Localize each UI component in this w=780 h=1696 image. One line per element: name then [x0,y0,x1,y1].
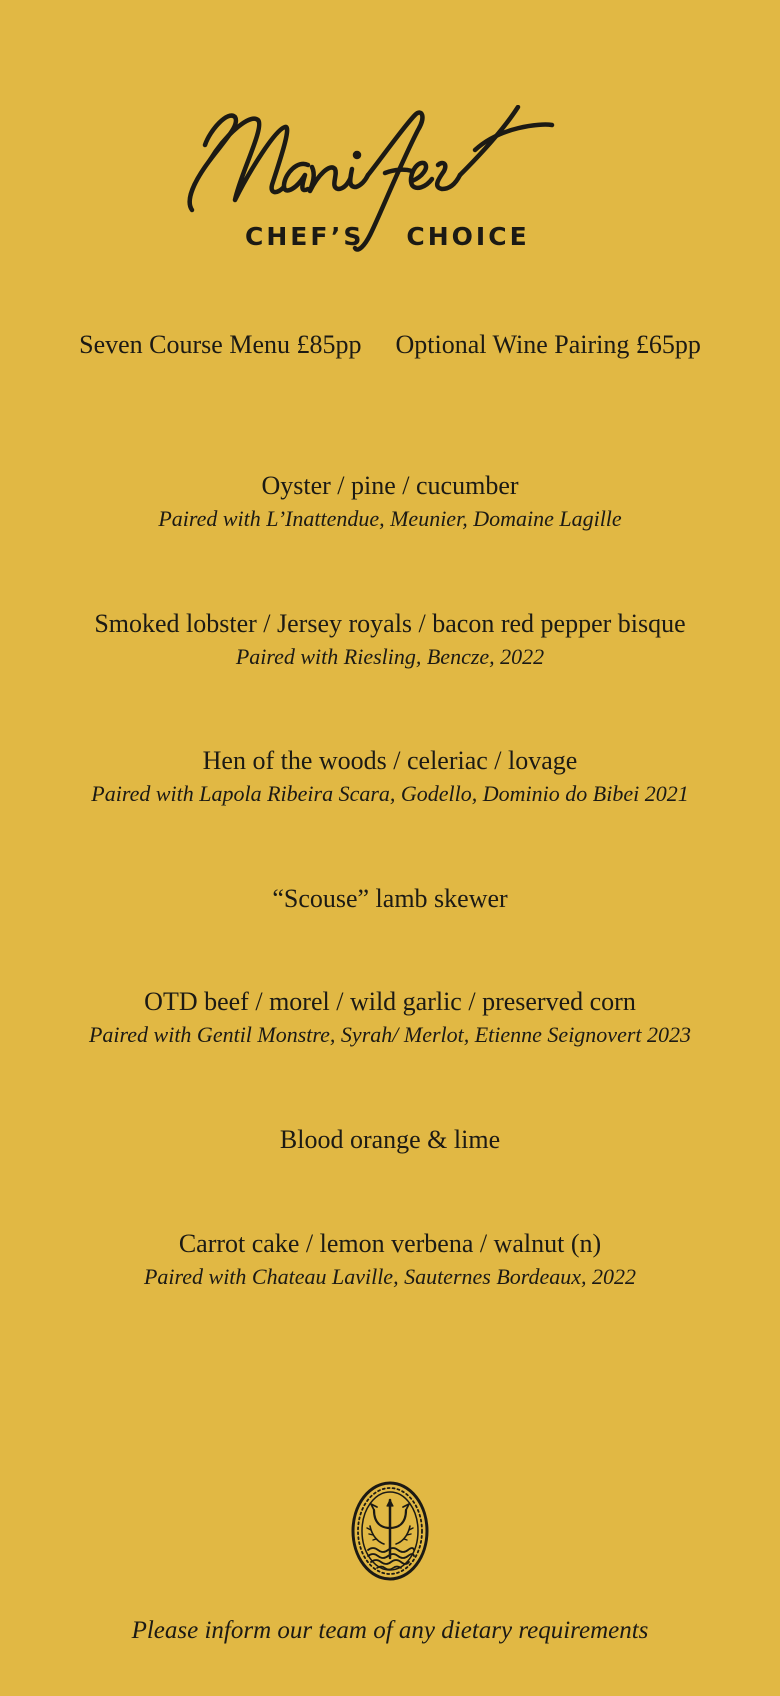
course-dish: Smoked lobster / Jersey royals / bacon red pepper bisque [94,609,686,638]
wine-pairing-price: Optional Wine Pairing £65pp [395,330,701,359]
dietary-note: Please inform our team of any dietary requirements [131,1617,649,1644]
course-dish: Blood orange & lime [279,1125,501,1154]
price-line [0,330,780,360]
course-item [0,1124,780,1156]
course-pairing: Paired with L’Inattendue, Meunier, Domaine Lagille [158,506,622,531]
course-pairing: Paired with Riesling, Bencze, 2022 [235,644,545,669]
course-dish: Oyster / pine / cucumber [261,471,519,500]
course-dish: Hen of the woods / celeriac / lovage [202,746,578,775]
logo-subtitle-right: CHOICE [406,222,530,251]
course-item [0,883,780,915]
course-pairing: Paired with Chateau Laville, Sauternes Bordeaux, 2022 [143,1264,637,1289]
course-item [0,745,780,811]
manifest-logo [180,105,600,275]
course-pairing: Paired with Lapola Ribeira Scara, Godello, Dominio do Bibei 2021 [91,781,689,806]
course-dish: Carrot cake / lemon verbena / walnut (n) [178,1229,602,1258]
course-item [0,608,780,674]
course-item [0,1228,780,1294]
course-pairing: Paired with Gentil Monstre, Syrah/ Merlot, Etienne Seignovert 2023 [88,1022,692,1047]
trident-crest-icon [350,1480,430,1582]
menu-price: Seven Course Menu £85pp [79,330,362,359]
course-item [0,986,780,1052]
course-dish: OTD beef / morel / wild garlic / preserved corn [144,987,636,1016]
course-dish: “Scouse” lamb skewer [272,884,508,913]
course-item [0,470,780,536]
logo-subtitle [245,222,530,251]
logo-subtitle-left: CHEF’S [245,222,365,251]
